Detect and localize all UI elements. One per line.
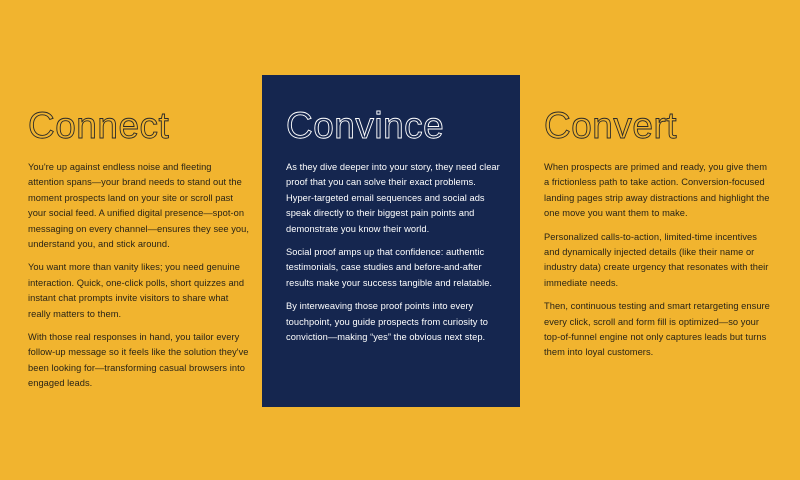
connect-column [28,104,250,400]
convince-paragraph-2: Social proof amps up that confidence: authentic testimonials, case studies and before-and-after results make your success tangible and relatable. [286,247,493,288]
convert-heading: Convert [544,105,678,146]
connect-heading: Connect [28,105,170,146]
convince-panel [262,75,520,407]
convert-column [544,104,770,369]
convert-paragraph-3: Then, continuous testing and smart retargeting ensure every click, scroll and form fill is optimized—so your top-of-funnel engine not only captures leads but turns them into loyal customers. [544,301,770,358]
convince-paragraph-1: As they dive deeper into your story, they need clear proof that you can solve their exact problems. Hyper-targeted email sequences and social ads speak directly to their biggest pain points and demonstrate you know their world. [286,162,500,234]
convince-paragraph-3: By interweaving those proof points into every touchpoint, you guide prospects from curiosity to conviction—making “yes” the obvious next step. [286,301,488,343]
convert-paragraph-2: Personalized calls-to-action, limited-time incentives and dynamically injected details (like their name or industry data) create urgency that resonates with their immediate needs. [544,231,769,288]
convert-paragraph-1: When prospects are primed and ready, you give them a frictionless path to take action. Conversion-focused landing pages strip away distractions and highlight the one move you want them to make. [544,162,770,219]
connect-paragraph-3: With those real responses in hand, you tailor every follow-up message so it feels like the solution they've been looking for—transforming casual browsers into engaged leads. [28,332,249,389]
connect-paragraph-1: You're up against endless noise and fleeting attention spans—your brand needs to stand out the moment prospects land on your site or scroll past your social feed. A unified digital presence—spot-on messaging on every channel—ensures they see you, understand you, and stick around. [28,162,250,250]
convince-heading: Convince [286,105,445,146]
connect-paragraph-2: You want more than vanity likes; you need genuine interaction. Quick, one-click polls, short quizzes and instant chat prompts invite visitors to share what really matters to them. [28,262,245,319]
